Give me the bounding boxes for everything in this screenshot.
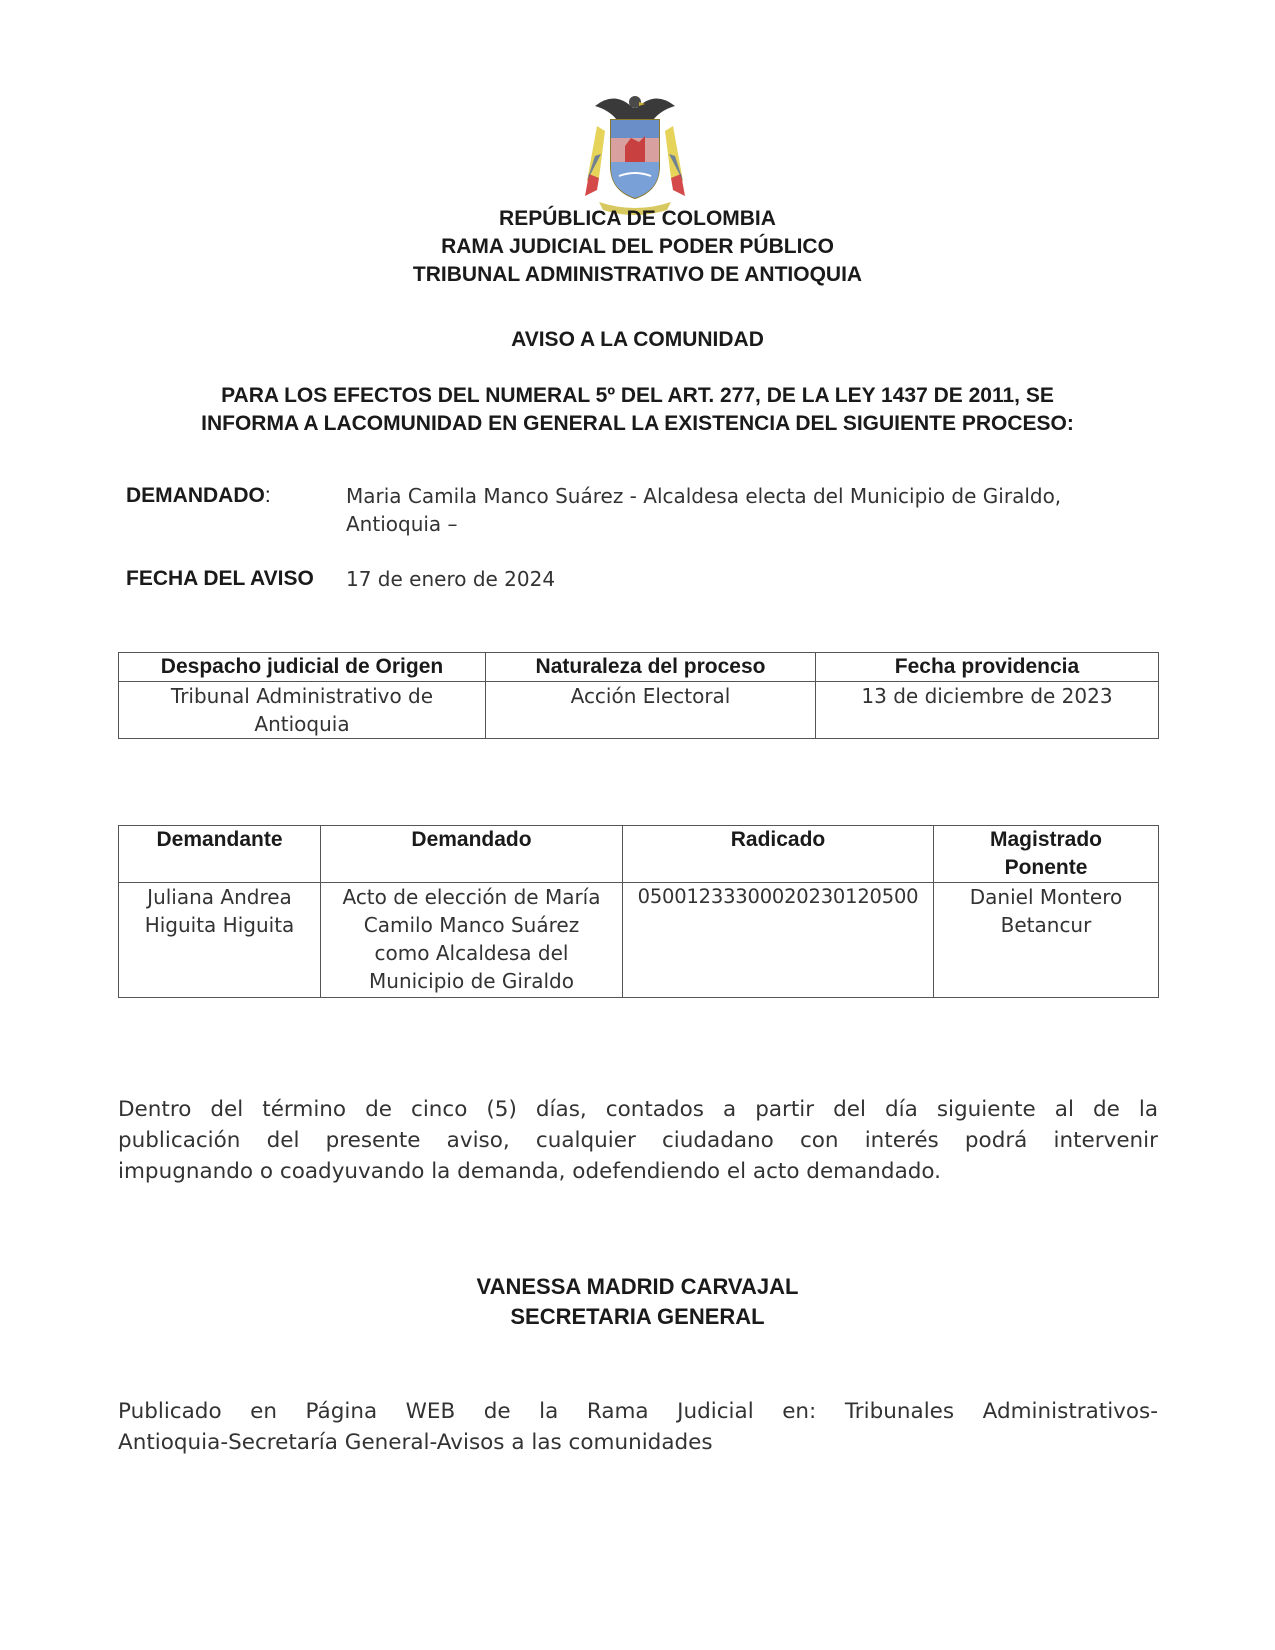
header-radicado: Radicado bbox=[623, 826, 934, 883]
paragraph-line-2: publicación del presente aviso, cualquier ciudadano con interés podrá intervenir bbox=[118, 1128, 1158, 1153]
cell-radicado: 05001233300020230120500 bbox=[623, 883, 934, 998]
cell-naturaleza: Acción Electoral bbox=[486, 682, 816, 739]
header-fecha-providencia: Fecha providencia bbox=[816, 653, 1159, 682]
table-header-row bbox=[119, 653, 1159, 682]
process-parties-table bbox=[118, 825, 1159, 998]
purpose-line-2: INFORMA A LACOMUNIDAD EN GENERAL LA EXISTENCIA DEL SIGUIENTE PROCESO: bbox=[201, 412, 1074, 435]
header-line-tribunal: TRIBUNAL ADMINISTRATIVO DE ANTIOQUIA bbox=[412, 263, 863, 286]
demandado-value: Maria Camila Manco Suárez - Alcaldesa electa del Municipio de Giraldo, Antioquia – bbox=[346, 484, 1062, 536]
header-demandante: Demandante bbox=[119, 826, 321, 883]
fecha-aviso-label: FECHA DEL AVISO bbox=[126, 567, 314, 590]
header-demandado: Demandado bbox=[321, 826, 623, 883]
process-origin-table bbox=[118, 652, 1159, 739]
demandado-label-colon: : bbox=[264, 484, 271, 507]
cell-fecha-providencia: 13 de diciembre de 2023 bbox=[816, 682, 1159, 739]
signature-block bbox=[0, 1272, 1275, 1332]
header-despacho: Despacho judicial de Origen bbox=[119, 653, 486, 682]
publication-line-1: Publicado en Página WEB de la Rama Judicial en: Tribunales Administrativos- bbox=[118, 1399, 1158, 1424]
demandado-label: DEMANDADO bbox=[126, 484, 265, 507]
purpose-statement bbox=[0, 382, 1275, 438]
signatory-name: VANESSA MADRID CARVAJAL bbox=[476, 1274, 799, 1299]
table-header-row bbox=[119, 826, 1159, 883]
signatory-title: SECRETARIA GENERAL bbox=[510, 1304, 765, 1329]
header-magistrado-ponente: Magistrado Ponente bbox=[934, 826, 1159, 883]
paragraph-line-3: impugnando o coadyuvando la demanda, odefendiendo el acto demandado. bbox=[118, 1159, 942, 1184]
header-naturaleza: Naturaleza del proceso bbox=[486, 653, 816, 682]
cell-magistrado-ponente: Daniel Montero Betancur bbox=[934, 883, 1159, 998]
intervention-paragraph bbox=[118, 1094, 1158, 1187]
cell-demandante: Juliana Andrea Higuita Higuita bbox=[119, 883, 321, 998]
table-row bbox=[119, 682, 1159, 739]
publication-line-2: Antioquia-Secretaría General-Avisos a las comunidades bbox=[118, 1430, 713, 1455]
cell-demandado: Acto de elección de María Camilo Manco Suárez como Alcaldesa del Municipio de Giraldo bbox=[321, 883, 623, 998]
header-line-rama-judicial: RAMA JUDICIAL DEL PODER PÚBLICO bbox=[441, 235, 834, 258]
paragraph-line-1: Dentro del término de cinco (5) días, contados a partir del día siguiente al de la bbox=[118, 1097, 1158, 1122]
fecha-aviso-value: 17 de enero de 2024 bbox=[346, 567, 556, 591]
table-row bbox=[119, 883, 1159, 998]
colombia-coat-of-arms-icon bbox=[575, 86, 695, 216]
header-line-republic: REPÚBLICA DE COLOMBIA bbox=[499, 207, 776, 230]
demandado-label-row bbox=[126, 482, 271, 510]
publication-note bbox=[118, 1396, 1158, 1458]
cell-despacho: Tribunal Administrativo de Antioquia bbox=[119, 682, 486, 739]
institution-header bbox=[0, 205, 1275, 289]
purpose-line-1: PARA LOS EFECTOS DEL NUMERAL 5º DEL ART. 277, DE LA LEY 1437 DE 2011, SE bbox=[221, 384, 1054, 407]
notice-title: AVISO A LA COMUNIDAD bbox=[511, 328, 764, 351]
